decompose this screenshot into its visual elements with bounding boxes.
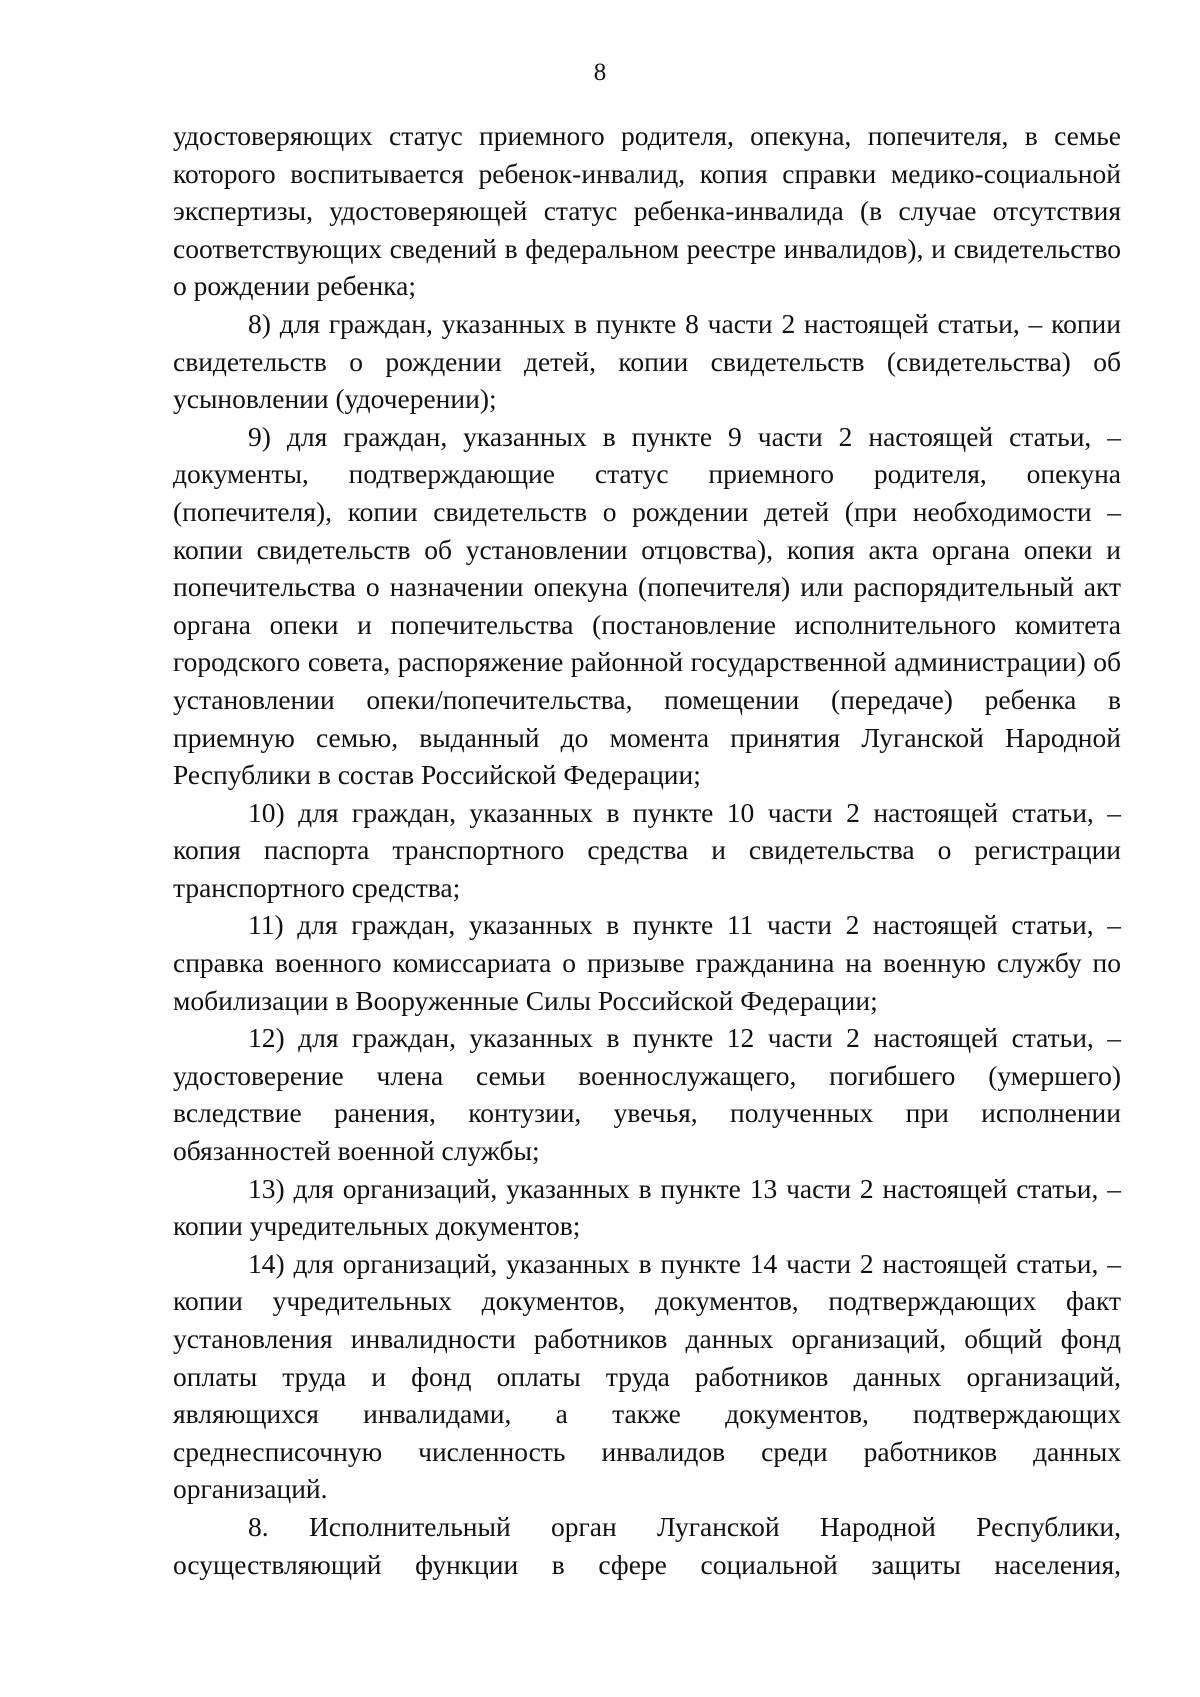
text-line: являющихся инвалидами, а также документов, подтверждающих [173, 1398, 1121, 1430]
text-line: об усыновлении (удочерении); [173, 345, 1122, 415]
text-line: обязанностей военной службы; [173, 1135, 540, 1167]
paragraph-item-13 [173, 1170, 1121, 1245]
text-line: факт установления инвалидности работников данных организаций, общий [173, 1285, 1121, 1354]
text-line: соответствующих сведений в федеральном реестре инвалидов), и [173, 232, 946, 264]
text-line: фонд оплаты труда и фонд оплаты труда работников данных организаций, [173, 1323, 1122, 1392]
text-line: (попечителя), копии свидетельств о рождении детей (при необходимости – [173, 495, 1121, 527]
text-line: копии свидетельств о рождении детей, копии свидетельств (свидетельства) [173, 307, 1121, 377]
paragraph-item-12 [173, 1019, 1121, 1169]
text-line: 14) для организаций, указанных в пункте 14 части 2 настоящей [248, 1247, 1008, 1279]
text-line: мобилизации в Вооруженные Силы Российской Федерации; [173, 984, 878, 1016]
text-line: справка военного комиссариата о призыве гражданина на военную службу по [173, 947, 1121, 979]
text-line: документы, подтверждающие статус приемного родителя, опекуна [173, 458, 1121, 490]
page-number: 8 [593, 59, 607, 86]
text-line: администрации) об установлении опеки/попечительства, помещении [173, 646, 1122, 715]
text-line: 13) для организаций, указанных в пункте 13 части 2 настоящей [248, 1172, 1008, 1204]
text-line: вследствие ранения, контузии, увечья, полученных при исполнении [173, 1097, 1121, 1129]
text-line: 10) для граждан, указанных в пункте 10 части 2 настоящей статьи, – [248, 796, 1121, 828]
paragraph-item-10 [173, 794, 1121, 907]
text-line: экспертизы, удостоверяющей статус ребенка-инвалида (в случае отсутствия [173, 195, 1121, 227]
paragraph-item-8 [173, 305, 1121, 418]
text-line: транспортного средства; [173, 871, 461, 903]
text-line: удостоверяющих статус приемного родителя, опекуна, попечителя, в семье [173, 120, 1121, 151]
text-line: попечительства о назначении опекуна (попечителя) или распорядительный [173, 571, 1074, 603]
text-line: удостоверение члена семьи военнослужащего, погибшего (умершего) [173, 1059, 1121, 1091]
document-body [173, 117, 1121, 1583]
text-line: осуществляющий функции в сфере социальной защиты населения, [173, 1548, 1121, 1580]
text-line: организаций. [173, 1473, 328, 1505]
text-line: 8. Исполнительный орган Луганской Народной Республики, [248, 1510, 1121, 1542]
paragraph-item-14 [173, 1245, 1121, 1508]
text-line: акт органа опеки и попечительства (постановление исполнительного [173, 571, 1121, 640]
paragraph-continuation [173, 117, 1121, 305]
text-line: 9) для граждан, указанных в пункте 9 части 2 настоящей статьи, – [248, 420, 1121, 452]
text-line: свидетельство о рождении ребенка; [173, 232, 1121, 302]
text-line: 11) для граждан, указанных в пункте 11 части 2 настоящей статьи, – [248, 909, 1121, 941]
text-line: Луганской Народной Республики в состав Российской Федерации; [173, 721, 1121, 791]
text-line: копии свидетельств об установлении отцовства), копия акта органа опеки и [173, 533, 1121, 565]
text-line: статьи, – копии учредительных документов; [173, 1172, 1122, 1242]
text-line: копия паспорта транспортного средства и свидетельства о регистрации [173, 834, 1121, 866]
text-line: 8) для граждан, указанных в пункте 8 части 2 настоящей статьи, – [248, 307, 1043, 339]
text-line: которого воспитывается ребенок-инвалид, копия справки медико-социальной [173, 157, 1121, 189]
paragraph-item-9 [173, 418, 1121, 794]
text-line: среднесписочную численность инвалидов среди работников данных [173, 1435, 1121, 1467]
text-line: статьи, – копии учредительных документов, документов, подтверждающих [173, 1247, 1122, 1317]
text-line: комитета городского совета, распоряжение районной государственной [173, 608, 1122, 678]
text-line: (передаче) ребенка в приемную семью, выданный до момента принятия [173, 683, 1122, 753]
paragraph-item-11 [173, 906, 1121, 1019]
paragraph-section-8 [173, 1508, 1121, 1583]
text-line: 12) для граждан, указанных в пункте 12 части 2 настоящей статьи, – [248, 1022, 1121, 1054]
